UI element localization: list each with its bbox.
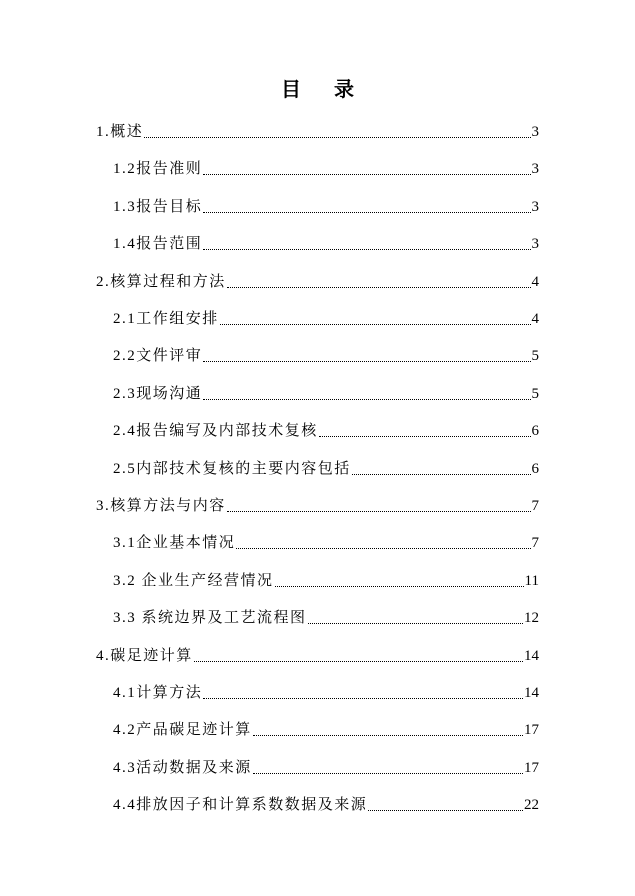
toc-entry-page: 12 (524, 610, 539, 627)
toc-entry[interactable] (113, 758, 539, 778)
toc-leader-dots (203, 399, 530, 400)
toc-entry[interactable] (113, 384, 539, 404)
toc-entry-label: 1.2报告准则 (113, 161, 203, 178)
toc-leader-dots (253, 773, 523, 774)
toc-entry[interactable] (113, 571, 539, 591)
toc-leader-dots (227, 287, 531, 288)
toc-entry-label: 4.4排放因子和计算系数数据及来源 (113, 797, 368, 814)
toc-entry[interactable] (113, 309, 539, 329)
toc-entry[interactable] (113, 683, 539, 703)
toc-entry-label: 3.3 系统边界及工艺流程图 (113, 610, 307, 627)
toc-entry-label: 4.1计算方法 (113, 685, 203, 701)
toc-entry[interactable] (96, 272, 539, 292)
toc-entry-label: 2.3现场沟通 (113, 385, 203, 402)
toc-entry[interactable] (113, 346, 539, 366)
toc-entry-label: 3.2 企业生产经营情况 (113, 572, 274, 589)
toc-leader-dots (319, 436, 531, 437)
toc-entry-page: 3 (531, 236, 539, 253)
toc-entry-page: 22 (524, 797, 539, 814)
toc-leader-dots (253, 735, 523, 736)
toc-entry[interactable] (113, 533, 539, 553)
toc-entry[interactable] (113, 421, 539, 441)
toc-entry-page: 5 (531, 385, 539, 402)
toc-title: 目 录 (281, 79, 368, 101)
toc-leader-dots (194, 661, 523, 662)
toc-leader-dots (203, 174, 530, 175)
toc-entry[interactable] (113, 197, 539, 217)
toc-entry[interactable] (96, 496, 539, 516)
toc-entry-page: 3 (531, 124, 539, 140)
toc-entry-page: 6 (531, 423, 539, 440)
toc-entry-page: 6 (531, 460, 539, 477)
toc-entry-page: 5 (531, 348, 539, 365)
toc-entry-label: 4.3活动数据及来源 (113, 759, 252, 776)
toc-entry-label: 2.1工作组安排 (113, 311, 219, 327)
toc-entry[interactable] (96, 646, 539, 666)
toc-leader-dots (220, 324, 531, 325)
toc-entry-label: 2.核算过程和方法 (96, 273, 226, 290)
toc-leader-dots (352, 474, 531, 475)
toc-entry-label: 4.2产品碳足迹计算 (113, 722, 252, 739)
toc-leader-dots (368, 810, 523, 811)
toc-entry-page: 17 (524, 759, 539, 776)
toc-entry-page: 3 (531, 198, 539, 215)
toc-entry-label: 1.概述 (96, 124, 144, 140)
toc-entry-page: 4 (531, 311, 539, 327)
toc-leader-dots (203, 361, 530, 362)
toc-entry-label: 4.碳足迹计算 (96, 647, 193, 664)
toc-entry-page: 4 (531, 273, 539, 290)
toc-leader-dots (308, 623, 523, 624)
toc-entry-label: 3.核算方法与内容 (96, 498, 226, 514)
toc-leader-dots (203, 249, 530, 250)
toc-entry-label: 2.2文件评审 (113, 348, 203, 365)
toc-leader-dots (144, 137, 530, 138)
toc-entry-page: 14 (524, 647, 539, 664)
toc-entry-page: 7 (531, 498, 539, 514)
toc-leader-dots (275, 586, 524, 587)
toc-entry[interactable] (113, 459, 539, 479)
toc-entry-page: 3 (531, 161, 539, 178)
toc-leader-dots (236, 548, 530, 549)
toc-entry-label: 1.4报告范围 (113, 236, 203, 253)
toc-entry-page: 14 (524, 685, 539, 701)
toc-leader-dots (203, 698, 523, 699)
toc-entry-page: 11 (524, 572, 539, 589)
toc-entry[interactable] (113, 159, 539, 179)
toc-entry-page: 7 (531, 535, 539, 552)
toc-entry[interactable] (113, 608, 539, 628)
toc-entry[interactable] (113, 795, 539, 815)
toc-entry-label: 2.5内部技术复核的主要内容包括 (113, 460, 351, 477)
toc-leader-dots (227, 511, 531, 512)
toc-entry[interactable] (113, 234, 539, 254)
toc-entry-label: 3.1企业基本情况 (113, 535, 236, 552)
toc-entry-label: 1.3报告目标 (113, 198, 203, 215)
toc-entry[interactable] (113, 720, 539, 740)
toc-entry-page: 17 (524, 722, 539, 739)
toc-leader-dots (203, 212, 530, 213)
toc-entry-label: 2.4报告编写及内部技术复核 (113, 423, 318, 440)
toc-entry[interactable] (96, 122, 539, 142)
